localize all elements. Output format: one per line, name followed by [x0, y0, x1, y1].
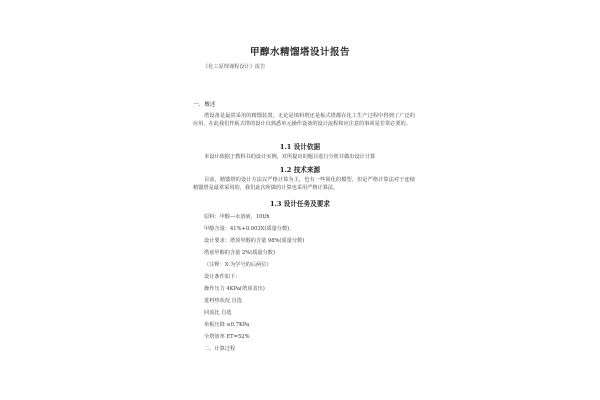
document-title: 甲醇水精馏塔设计报告 [249, 47, 350, 58]
section-heading-technology-source: 1.2 技术来源 [279, 166, 321, 174]
overview-heading: 一、概述 [193, 102, 216, 108]
task-line-feed-condition: 进料热状况 自选 [204, 298, 242, 304]
task-line-conditions-heading: 设计条件如下： [204, 274, 241, 280]
section-paragraph-design-basis: 本设计依据于教科书的设计实例，对所提出的题目进行分析并做出设计计算 [204, 154, 376, 160]
task-line-design-requirement: 设计要求：塔顶甲醇的含量 98%(质量分数) [204, 238, 305, 244]
document-subtitle: 《化工原理课程设计》报告 [203, 64, 266, 70]
task-line-note: （注释：X 为学号的后两位） [204, 262, 272, 268]
task-line-column-efficiency: 全塔效率 ET=52% [204, 334, 250, 340]
section-heading-design-basis: 1.1 设计依据 [279, 143, 321, 151]
section-paragraph-technology-source: 目前，精馏塔的设计方法以严格计算为主，也有一些简化的模型，但是严格计算法对于连续精馏塔是最常采用的，我们此次所做的计算也采用严格计算法。 [193, 177, 415, 191]
task-line-methanol-content: 甲醇含量：41%+0.003X(质量分数)， [204, 226, 295, 232]
task-line-reflux-ratio: 回流比 自选 [204, 310, 232, 316]
task-line-raw-material: 原料：甲醇—水溶液，10t/h [204, 214, 270, 220]
task-line-bottom-content: 塔底甲醇的含量 2%(质量分数) [204, 250, 275, 256]
calculation-heading: 二、计算过程 [204, 346, 236, 352]
overview-paragraph: 塔设备是最常采用的精馏装置，无论是填料塔还是板式塔都在化工生产过程中得到了广泛的应用，在此我们作板式塔的设计以熟悉单元操作设备的设计流程和应注意的事项是非常必要的。 [193, 113, 415, 127]
task-line-plate-pressure-drop: 单板压降 ≤0.7KPa [204, 322, 250, 328]
task-line-operating-pressure: 操作压力 4KPa(塔顶表压) [204, 286, 265, 292]
section-heading-task-requirements: 1.3 设计任务及要求 [270, 200, 330, 208]
